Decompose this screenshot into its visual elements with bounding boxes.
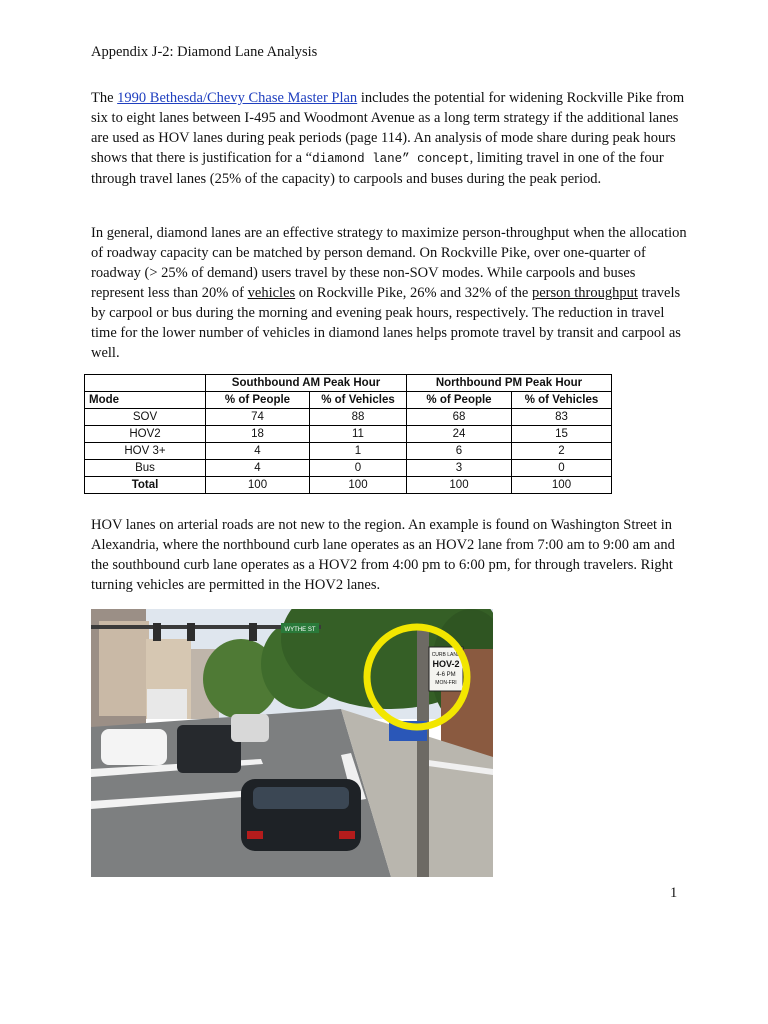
value-cell: 4: [206, 460, 310, 477]
column-header-pm-people: % of People: [407, 392, 512, 409]
mode-cell: SOV: [85, 409, 206, 426]
p2-part3: travels by carpool or bus during the morning and evening peak hours, respectively. The reduction in travel time for the lower number of vehicles in diamond lanes helps promote travel by transit and carpool as well.: [91, 285, 681, 361]
hov-sign-line: MON-FRI: [435, 680, 457, 686]
value-cell: 88: [310, 409, 407, 426]
table-row: [85, 443, 612, 460]
traffic-light: [153, 623, 161, 641]
value-cell: 83: [512, 409, 612, 426]
mode-share-table: [84, 374, 612, 494]
hov-sign-line: 4-6 PM: [436, 672, 456, 678]
mode-cell: Bus: [85, 460, 206, 477]
hov-sign-line: HOV-2: [432, 659, 460, 669]
intro-suffix: , limiting travel in one of the four through travel lanes (25% of the capacity) to carpools and buses during the peak period.: [91, 150, 664, 187]
intro-paragraph: [91, 88, 691, 189]
intro-middle: includes the potential for widening Rockville Pike from six to eight lanes between I-495 and Woodmont Avenue as a long term strategy if the additional lanes are used as HOV lanes during peak periods (page 114). An analysis of mode share during peak hours shows that there is justification for a “: [91, 90, 685, 166]
southbound-am-header: Southbound AM Peak Hour: [206, 375, 407, 392]
value-cell: 0: [512, 460, 612, 477]
value-cell: 100: [206, 477, 310, 494]
person-throughput-underlined: person throughput: [531, 285, 638, 301]
value-cell: 2: [512, 443, 612, 460]
column-header-am-people: % of People: [206, 392, 310, 409]
tail-light: [247, 831, 263, 839]
truck: [147, 689, 187, 719]
street-sign-label: WYTHE ST: [284, 627, 316, 633]
intro-prefix: The: [91, 90, 118, 106]
value-cell: 1: [310, 443, 407, 460]
hov-example-paragraph: HOV lanes on arterial roads are not new to the region. An example is found on Washington Street in Alexandria, where the northbound curb lane operates as an HOV2 lane from 7:00 am to 9:00 am and the southbound curb lane operates as a HOV2 from 4:00 pm to 6:00 pm, for through travelers. Right turning vehicles are permitted in the HOV2 lanes.: [91, 517, 675, 593]
column-header-am-vehicles: % of Vehicles: [310, 392, 407, 409]
diamond-lane-term: diamond lane: [312, 152, 403, 166]
p2-part2: on Rockville Pike, 26% and 32% of the: [295, 285, 532, 301]
p2-part1: In general, diamond lanes are an effective strategy to maximize person-throughput when the allocation of roadway capacity can be matched by person demand. On Rockville Pike, over one-quarter of roadway (> 25% of demand) users travel by these non-SOV modes. While carpools and buses represent less than 20% of: [91, 225, 687, 301]
value-cell: 15: [512, 426, 612, 443]
utility-pole: [417, 629, 429, 877]
mode-cell: HOV2: [85, 426, 206, 443]
building: [99, 621, 149, 716]
value-cell: 11: [310, 426, 407, 443]
value-cell: 24: [407, 426, 512, 443]
table-group-header-row: [85, 375, 612, 392]
white-car: [101, 729, 167, 765]
master-plan-link[interactable]: 1990 Bethesda/Chevy Chase Master Plan: [117, 90, 358, 106]
street-photo: [91, 609, 493, 877]
diamond-lane-paragraph: [91, 223, 691, 363]
rear-window: [253, 787, 349, 809]
table-row: [85, 409, 612, 426]
northbound-pm-header: Northbound PM Peak Hour: [407, 375, 612, 392]
value-cell: 100: [407, 477, 512, 494]
table-row: [85, 426, 612, 443]
page-number: 1: [670, 885, 678, 901]
traffic-light: [249, 623, 257, 641]
value-cell: 18: [206, 426, 310, 443]
table-column-header-row: [85, 392, 612, 409]
table-row: [85, 460, 612, 477]
table-corner-cell: [85, 375, 206, 392]
value-cell: 68: [407, 409, 512, 426]
value-cell: 100: [512, 477, 612, 494]
value-cell: 100: [310, 477, 407, 494]
vehicles-underlined: vehicles: [247, 285, 296, 301]
mode-cell: Total: [85, 477, 206, 494]
value-cell: 74: [206, 409, 310, 426]
page-header: Appendix J-2: Diamond Lane Analysis: [91, 44, 318, 60]
traffic-light: [187, 623, 195, 641]
mode-cell: HOV 3+: [85, 443, 206, 460]
column-header-mode: Mode: [85, 392, 206, 409]
value-cell: 6: [407, 443, 512, 460]
table-total-row: [85, 477, 612, 494]
value-cell: 4: [206, 443, 310, 460]
value-cell: 0: [310, 460, 407, 477]
column-header-pm-vehicles: % of Vehicles: [512, 392, 612, 409]
tail-light: [339, 831, 355, 839]
car: [231, 714, 269, 742]
hov-sign-line: CURB LANE: [431, 652, 461, 658]
concept-term: ” concept: [402, 152, 470, 166]
value-cell: 3: [407, 460, 512, 477]
